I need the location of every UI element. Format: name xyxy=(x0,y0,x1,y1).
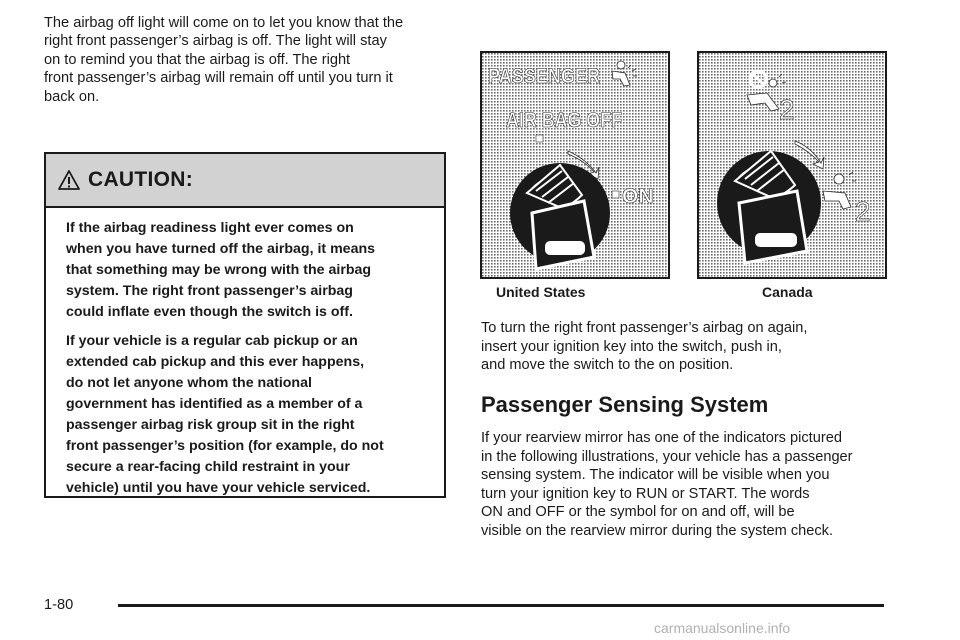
intro-line: The airbag off light will come on to let you know that the xyxy=(44,15,404,31)
figure-canada xyxy=(697,51,887,279)
section-heading: Passenger Sensing System xyxy=(481,392,769,417)
off-position-marker xyxy=(536,135,543,142)
caution-line: that something may be wrong with the airbag xyxy=(66,262,372,278)
airbag-off-label: AIR BAG OFF xyxy=(506,109,623,132)
figure-caption-united-states: United States xyxy=(496,284,586,300)
caution-line: do not let anyone whom the national xyxy=(66,375,312,391)
paragraph-line: To turn the right front passenger’s airbag on again, xyxy=(481,320,808,336)
intro-line: back on. xyxy=(44,88,100,105)
intro-line: on to remind you that the airbag is off. The right xyxy=(44,51,351,68)
caution-line: government has identified as a member of a xyxy=(66,396,363,412)
intro-line: right front passenger’s airbag is off. The light will stay xyxy=(44,33,387,50)
paragraph-line: insert your ignition key into the switch, push in, xyxy=(481,338,782,355)
intro-line: front passenger’s airbag will remain off until you turn it xyxy=(44,70,393,87)
caution-box xyxy=(44,152,446,498)
caution-line: If the airbag readiness light ever comes on xyxy=(66,220,354,236)
canada-airbag-switch-illustration xyxy=(699,53,885,277)
caution-line: extended cab pickup and this ever happens, xyxy=(66,354,365,370)
passenger-label: PASSENGER xyxy=(488,65,600,88)
footer-divider xyxy=(118,604,884,607)
caution-body xyxy=(46,208,444,499)
paragraph-line: visible on the rearview mirror during the system check. xyxy=(481,522,834,539)
us-airbag-switch-illustration xyxy=(482,53,668,277)
caution-line: If your vehicle is a regular cab pickup or an xyxy=(66,333,358,349)
intro-paragraph xyxy=(44,14,448,106)
paragraph-line: and move the switch to the on position. xyxy=(481,357,734,374)
caution-header xyxy=(46,154,444,208)
canada-digit-top: 2 xyxy=(779,94,795,125)
paragraph-line: in the following illustrations, your vehicle has a passenger xyxy=(481,448,853,465)
watermark: carmanualsonline.info xyxy=(654,620,791,636)
caution-line: system. The right front passenger’s airbag xyxy=(66,283,353,299)
paragraph-line: If your rearview mirror has one of the indicators pictured xyxy=(481,430,842,446)
figure-united-states xyxy=(480,51,670,279)
paragraph-line: turn your ignition key to RUN or START. The words xyxy=(481,485,810,502)
caution-line: front passenger’s position (for example, do not xyxy=(66,438,384,454)
paragraph-line: sensing system. The indicator will be visible when you xyxy=(481,467,830,484)
canada-digit-bottom: 2 xyxy=(855,196,871,227)
caution-line: secure a rear-facing child restraint in your xyxy=(66,459,350,475)
figure-caption-canada: Canada xyxy=(762,284,813,300)
caution-line: passenger airbag risk group sit in the right xyxy=(66,417,355,433)
page-number: 1-80 xyxy=(44,597,74,613)
on-label: ON xyxy=(622,185,654,208)
caution-line: could inflate even though the switch is off. xyxy=(66,304,353,320)
caution-paragraph-2 xyxy=(66,331,424,499)
section-paragraph xyxy=(481,429,853,541)
switch-instructions-paragraph xyxy=(481,319,807,375)
caution-paragraph-1 xyxy=(66,218,424,323)
warning-triangle-icon xyxy=(58,169,80,191)
caution-line: vehicle) until you have your vehicle serviced. xyxy=(66,480,371,496)
on-position-marker xyxy=(612,191,619,198)
paragraph-line: ON and OFF or the symbol for on and off, will be xyxy=(481,504,795,521)
caution-title: CAUTION: xyxy=(88,168,194,191)
caution-line: when you have turned off the airbag, it means xyxy=(66,241,376,257)
